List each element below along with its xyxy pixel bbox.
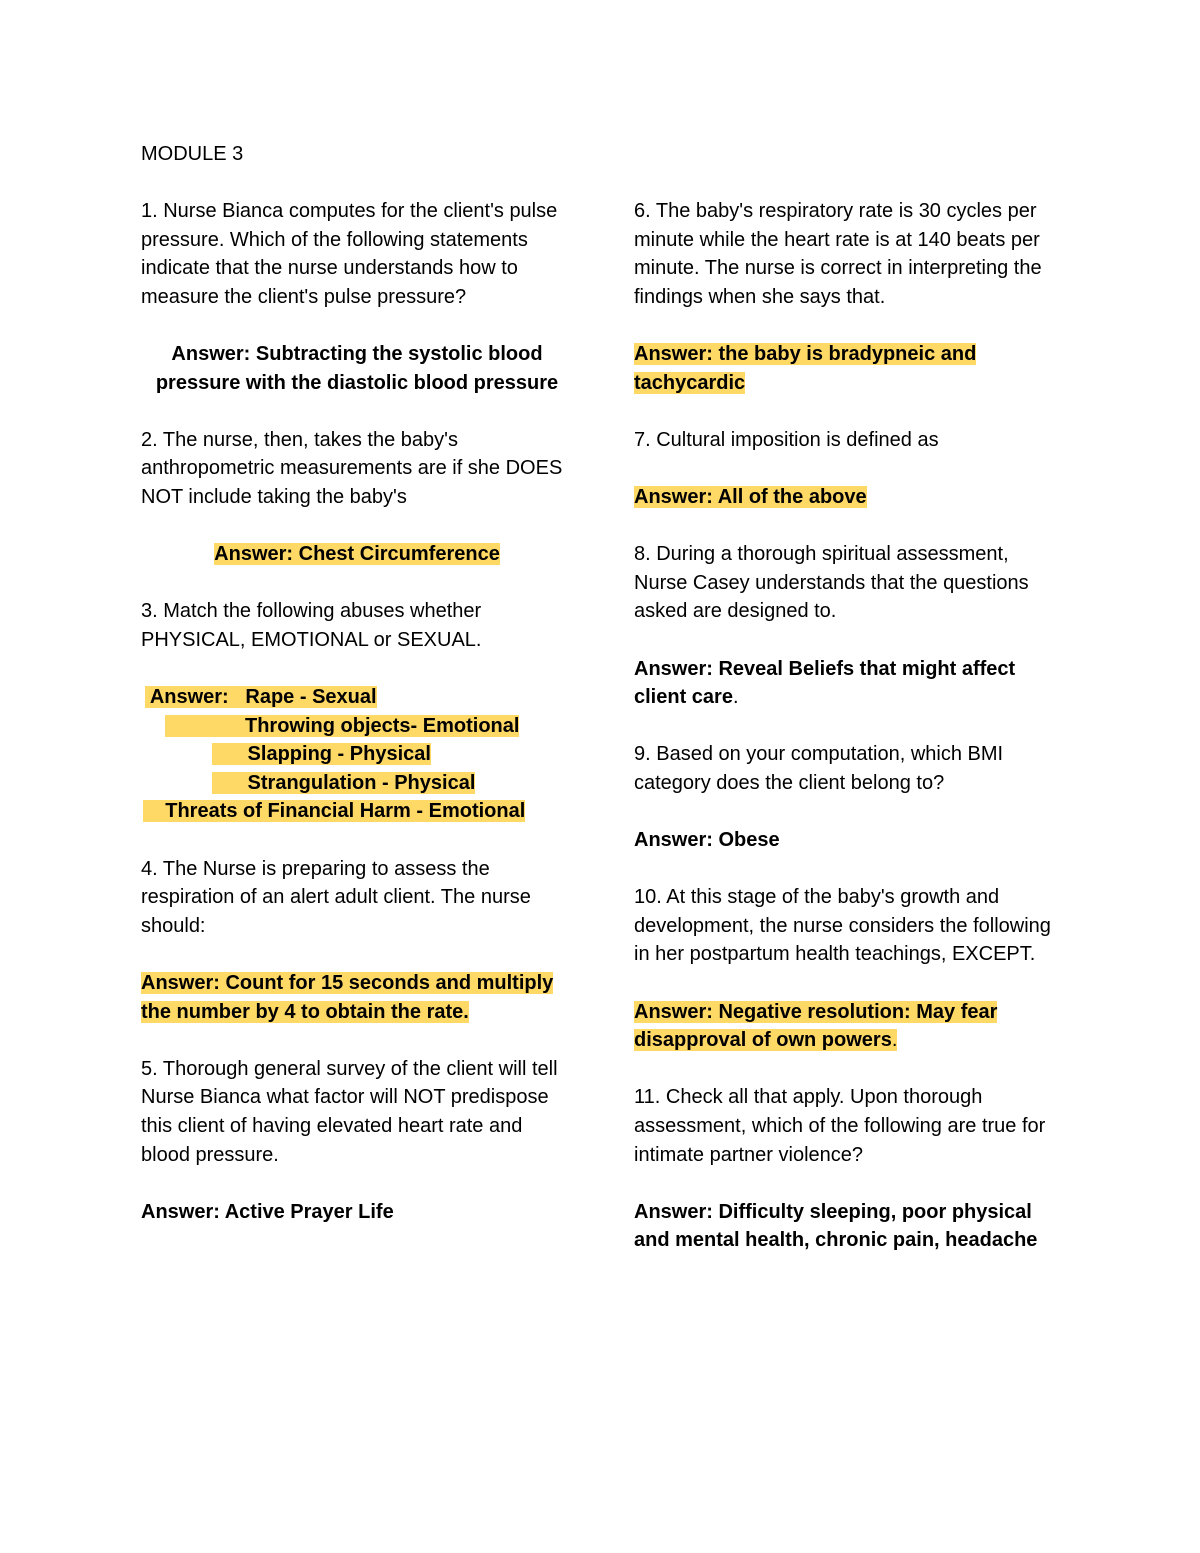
answer-4-wrap — [141, 969, 573, 1026]
question-1: 1. Nurse Bianca computes for the client's pulse pressure. Which of the following statements indicate that the nurse understands how to measure the client's pulse pressure? — [141, 200, 558, 308]
answer-10-period: . — [891, 1029, 898, 1052]
answer-11: Answer: Difficulty sleeping, poor physical and mental health, chronic pain, headache — [634, 1200, 1038, 1252]
match-row — [141, 712, 573, 741]
answer-6-wrap — [634, 340, 1064, 397]
right-column — [634, 197, 1064, 1284]
match-text: Threats of Financial Harm - Emotional — [143, 800, 526, 823]
match-text: Throwing objects- Emotional — [165, 715, 519, 737]
question-5: 5. Thorough general survey of the client will tell Nurse Bianca what factor will NOT predispose this client of having elevated heart rate and blood pressure. — [141, 1057, 558, 1166]
question-7: 7. Cultural imposition is defined as — [634, 428, 939, 451]
answer-10-wrap — [634, 998, 1064, 1055]
match-text: Slapping - Physical — [212, 743, 431, 765]
question-11: 11. Check all that apply. Upon thorough assessment, which of the following are true for intimate partner violence? — [634, 1086, 1046, 1166]
answer-10: Answer: Negative resolution: May fear disapproval of own powers — [634, 1000, 998, 1052]
page-title: MODULE 3 — [141, 143, 244, 165]
answer-9: Answer: Obese — [634, 829, 780, 852]
match-row — [141, 797, 573, 826]
question-9: 9. Based on your computation, which BMI category does the client belong to? — [634, 743, 1004, 794]
match-text: Strangulation - Physical — [212, 772, 475, 794]
question-10: 10. At this stage of the baby's growth and development, the nurse considers the following in her postpartum health teachings, EXCEPT. — [634, 886, 1051, 966]
question-3: 3. Match the following abuses whether PHYSICAL, EMOTIONAL or SEXUAL. — [141, 600, 482, 651]
answer-5: Answer: Active Prayer Life — [141, 1200, 394, 1223]
answer-7: Answer: All of the above — [634, 485, 867, 508]
match-row — [141, 740, 573, 769]
answer-7-wrap — [634, 483, 1064, 512]
match-text: Answer: Rape - Sexual — [145, 686, 377, 709]
question-2: 2. The nurse, then, takes the baby's anthropometric measurements are if she DOES NOT include taking the baby's — [141, 428, 563, 508]
answer-6: Answer: the baby is bradypneic and tachycardic — [634, 342, 977, 394]
left-column — [141, 197, 573, 1255]
answer-1: Answer: Subtracting the systolic blood pressure with the diastolic blood pressure — [155, 342, 559, 394]
answer-4: Answer: Count for 15 seconds and multiply the number by 4 to obtain the rate. — [141, 972, 554, 1023]
answer-3-match-list — [141, 683, 573, 826]
answer-2: Answer: Chest Circumference — [214, 543, 500, 566]
question-6: 6. The baby's respiratory rate is 30 cycles per minute while the heart rate is at 140 beats per minute. The nurse is correct in interpreting the findings when she says that. — [634, 200, 1042, 308]
question-8: 8. During a thorough spiritual assessment, Nurse Casey understands that the questions asked are designed to. — [634, 543, 1029, 623]
answer-8-wrap — [634, 655, 1064, 712]
answer-2-wrap — [141, 540, 573, 569]
match-row — [141, 683, 573, 712]
question-4: 4. The Nurse is preparing to assess the respiration of an alert adult client. The nurse should: — [141, 857, 531, 937]
answer-8: Answer: Reveal Beliefs that might affect client care — [634, 657, 1016, 709]
answer-8-period: . — [732, 686, 739, 709]
match-row — [141, 769, 573, 798]
